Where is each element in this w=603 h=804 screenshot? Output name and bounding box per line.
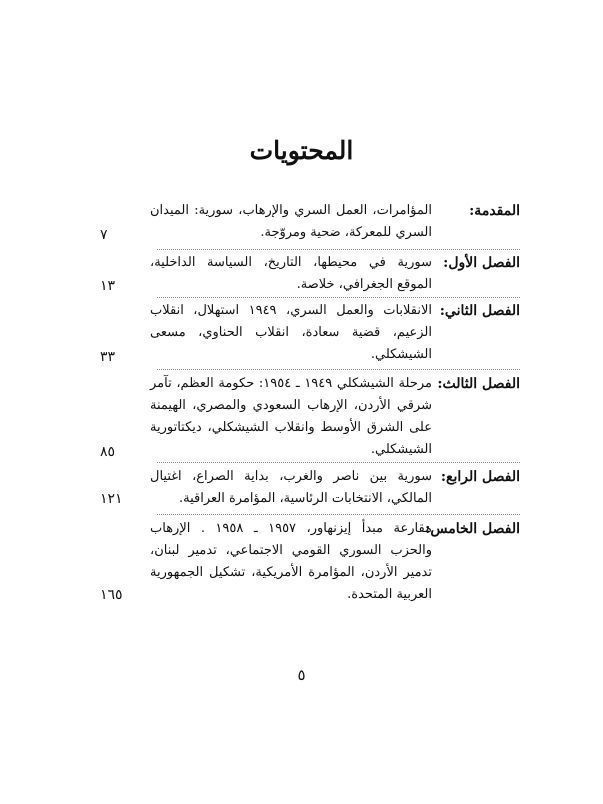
divider: [157, 369, 520, 370]
page-number: ١٢١: [100, 491, 123, 507]
toc-entry-introduction: [100, 200, 520, 250]
toc-entry-chapter-4: [100, 466, 520, 516]
page-number: ٧: [100, 227, 108, 243]
page-number: ٨٥: [100, 444, 116, 460]
page-number: ٣٣: [100, 349, 116, 365]
chapter-description: سورية في محيطها، التاريخ، السياسة الداخلية، الموقع الجغرافي، خلاصة.: [150, 255, 432, 292]
toc-entry-chapter-5: [100, 518, 520, 610]
divider: [157, 249, 520, 250]
chapter-description: الانقلابات والعمل السري، ١٩٤٩ استهلال، انقلاب الزعيم، قضية سعادة، انقلاب الحناوي، مسعى الشيشكلي.: [150, 303, 433, 362]
chapter-label: المقدمة:: [469, 203, 520, 219]
toc-entry-chapter-2: [100, 300, 520, 372]
page-number: ١٦٥: [100, 587, 123, 603]
chapter-description: المؤامرات، العمل السري والإرهاب، سورية: الميدان السري للمعركة، ضحية ومروّجة.: [150, 203, 432, 240]
divider: [157, 462, 520, 463]
divider: [157, 514, 520, 515]
chapter-label: الفصل الثاني:: [439, 303, 520, 319]
page-footer-number: ٥: [297, 666, 306, 684]
chapter-description: مرحلة الشيشكلي ١٩٤٩ ـ ١٩٥٤: حكومة العظم، تآمر شرقي الأردن، الإرهاب السعودي والمصري، الهيمنة على الشرق الأوسط وانقلاب الشيشكلي، ديكتاتورية الشيشكلي.: [150, 376, 432, 457]
chapter-label: الفصل الرابع:: [440, 469, 520, 485]
toc-entry-chapter-3: [100, 373, 520, 465]
divider: [157, 297, 520, 298]
page-number: ١٣: [100, 278, 116, 294]
chapter-description: مقارعة مبدأ إيزنهاور، ١٩٥٧ ـ ١٩٥٨ . الإرهاب والحزب السوري القومي الاجتماعي، تدمير لبنان، تدمير الأردن، المؤامرة الأمريكية، تشكيل الجمهورية العربية المتحدة.: [150, 521, 432, 602]
chapter-label: الفصل الأول:: [443, 255, 520, 271]
page-title: المحتويات: [249, 136, 354, 165]
chapter-label: الفصل الثالث:: [437, 376, 520, 392]
chapter-label: الفصل الخامس:: [425, 521, 520, 537]
chapter-description: سورية بين ناصر والغرب، بداية الصراع، اغتيال المالكي، الانتخابات الرئاسية، المؤامرة العراقية.: [150, 469, 432, 506]
toc-entry-chapter-1: [100, 252, 520, 302]
